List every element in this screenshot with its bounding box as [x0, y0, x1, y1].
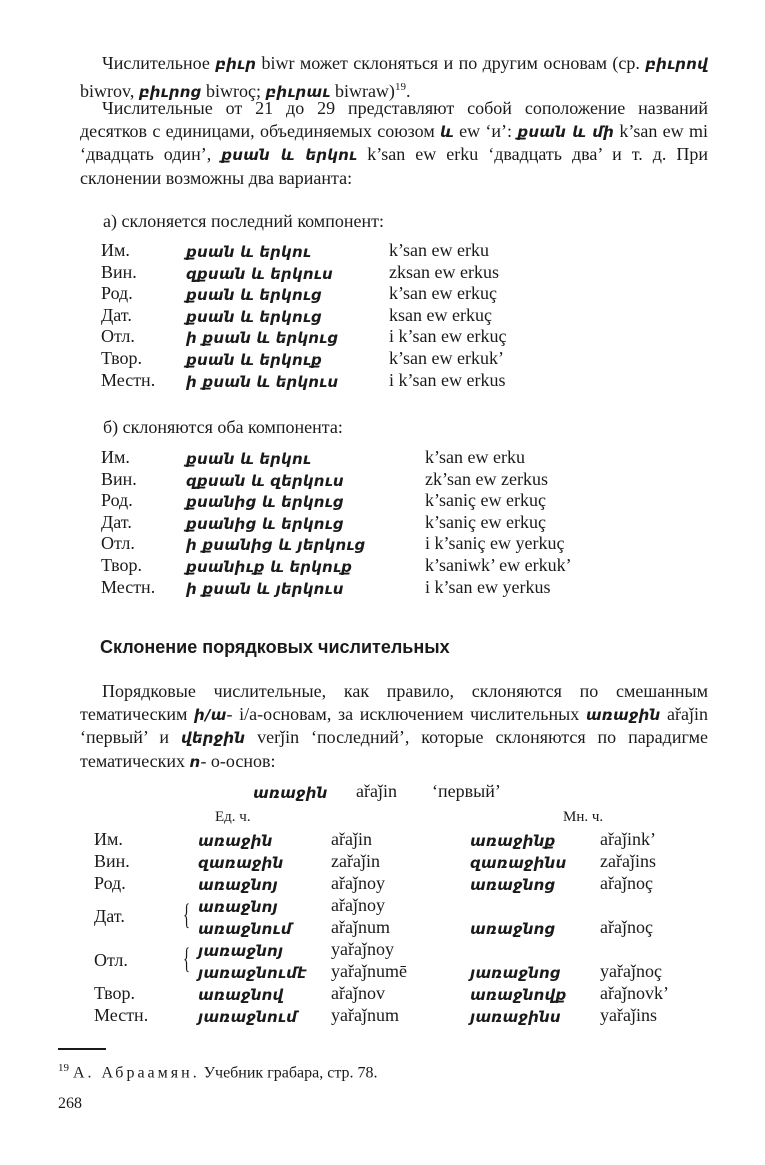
table-row — [0, 982, 765, 1004]
armenian-form: զքսան և երկուս — [186, 264, 333, 283]
table-row — [0, 938, 765, 960]
singular-armenian: յառաջնում — [198, 1008, 297, 1026]
case-label: Местн. — [101, 369, 156, 390]
text-run: Числительные от 21 до 29 представляют собой соположение названий десятков с единицами, объединяемых союзом — [80, 98, 708, 141]
paragraph-numeral-biwr — [80, 52, 708, 103]
armenian-form: քսան և երկու — [186, 450, 312, 468]
armenian-form: քսան և երկուց — [186, 307, 322, 326]
table-row — [0, 304, 765, 326]
armenian-word: բիւրաւ — [265, 82, 331, 101]
table-row — [0, 489, 765, 511]
paragraph-numerals-21-29 — [80, 97, 708, 189]
singular-transliteration: ařaǰin — [331, 829, 372, 849]
table-row — [0, 347, 765, 369]
case-label: Твор. — [101, 348, 142, 368]
brace-icon: { — [183, 898, 191, 931]
footnote — [58, 1058, 378, 1083]
plural-transliteration: ařaǰnoç — [600, 873, 653, 893]
table-row — [0, 576, 765, 598]
table-row — [0, 239, 765, 261]
case-label: Им. — [94, 829, 123, 849]
table-row — [0, 916, 765, 938]
text-run: ařaǰin ‘первый’ и — [80, 703, 709, 747]
text-run: biwroç; — [201, 80, 266, 101]
case-label: Дат. — [101, 304, 132, 325]
singular-armenian: առաջնոյ — [198, 898, 278, 916]
transliteration: k’san ew erkuç — [389, 283, 497, 304]
armenian-form: ի քսան և երկուս — [186, 372, 339, 391]
singular-transliteration: ařaǰnov — [331, 983, 385, 1003]
table-row — [0, 446, 765, 468]
plural-transliteration: ařaǰnoç — [600, 917, 653, 937]
page-number: 268 — [58, 1095, 82, 1112]
footnote-number: 19 — [58, 1062, 69, 1074]
table-row — [0, 511, 765, 533]
brace-icon: { — [183, 942, 191, 975]
case-label: Им. — [101, 240, 130, 260]
example-word-gloss: ‘первый’ — [432, 781, 501, 801]
case-label: Вин. — [101, 261, 137, 282]
plural-armenian: յառաջնոց — [470, 964, 561, 982]
singular-armenian: առաջին — [198, 832, 273, 850]
table-row — [0, 325, 765, 347]
armenian-form: ի քսանից և յերկուց — [186, 536, 366, 555]
armenian-form: ի քսան և երկուց — [186, 329, 339, 348]
table-row — [0, 282, 765, 304]
armenian-form: ի քսան և յերկուս — [186, 579, 344, 598]
table-row — [0, 554, 765, 576]
footnote-text: Учебник грабара, стр. 78. — [203, 1064, 378, 1082]
armenian-word: ո — [189, 752, 201, 771]
plural-transliteration: yařaǰins — [600, 1005, 657, 1025]
text-run: verǰin ‘последний’, которые склоняются по парадигме тематических — [80, 727, 708, 771]
table-row — [0, 894, 765, 916]
case-label: Вин. — [94, 851, 130, 871]
variant-a-label: а) склоняется последний компонент: — [103, 211, 384, 231]
transliteration: ksan ew erkuç — [389, 304, 492, 325]
example-word-armenian: առաջին — [253, 784, 328, 802]
text-run: biwraw) — [330, 80, 395, 101]
transliteration: k’san ew erku — [389, 240, 489, 260]
table-row — [0, 850, 765, 872]
case-label: Твор. — [94, 983, 135, 1003]
transliteration: i k’san ew yerkus — [425, 576, 551, 597]
paragraph-ordinal-numerals — [80, 680, 708, 773]
armenian-form: քսան և երկուց — [186, 286, 322, 305]
case-label: Вин. — [101, 468, 137, 489]
transliteration: k’saniç ew erkuç — [425, 511, 546, 532]
table-row — [0, 960, 765, 982]
section-heading: Склонение порядковых числительных — [100, 637, 450, 657]
plural-transliteration: yařaǰnoç — [600, 961, 662, 981]
text-run: - o-основ: — [200, 750, 276, 771]
singular-armenian: առաջնով — [198, 986, 284, 1004]
armenian-form: քսանից և երկուց — [186, 493, 344, 512]
case-label: Род. — [101, 283, 133, 304]
text-run: Числительное — [102, 53, 216, 73]
case-label: Отл. — [101, 533, 135, 554]
variant-b-label: б) склоняются оба компонента: — [103, 417, 343, 437]
text-run: ew ‘и’: — [453, 120, 518, 141]
plural-armenian: յառաջինս — [470, 1008, 561, 1026]
singular-transliteration: yařaǰnum — [331, 1005, 399, 1025]
singular-transliteration: yařaǰnoy — [331, 939, 394, 959]
case-label: Твор. — [101, 555, 142, 575]
transliteration: i k’saniç ew yerkuç — [425, 533, 565, 554]
armenian-word: և — [440, 122, 454, 141]
armenian-word: ի/ա — [194, 705, 227, 724]
footnote-rule — [58, 1048, 106, 1050]
transliteration: zksan ew erkus — [389, 261, 499, 282]
case-label: Отл. — [94, 950, 128, 970]
plural-armenian: առաջնովք — [470, 986, 567, 1004]
singular-armenian: զառաջին — [198, 854, 284, 872]
singular-transliteration-alt: yařaǰnumē — [331, 961, 407, 981]
example-word-line — [0, 780, 765, 802]
singular-armenian-alt: յառաջնումէ — [198, 964, 307, 982]
armenian-form: զքսան և զերկուս — [186, 471, 344, 490]
plural-header: Мн. ч. — [563, 809, 604, 825]
text-run: biwrov, — [80, 80, 139, 101]
transliteration: k’saniç ew erkuç — [425, 490, 546, 511]
case-label: Им. — [101, 447, 130, 467]
case-label: Род. — [94, 873, 126, 893]
table-row — [0, 369, 765, 391]
case-label: Отл. — [101, 326, 135, 347]
table-row — [0, 872, 765, 894]
text-run: biwr может склоняться и по другим основам (ср. — [256, 53, 646, 73]
armenian-word: քսան և երկու — [221, 146, 358, 164]
example-word-transliteration: ařaǰin — [356, 781, 397, 801]
singular-header: Ед. ч. — [215, 809, 251, 825]
armenian-word: բիւրով — [645, 55, 708, 73]
armenian-word: վերջին — [180, 729, 246, 747]
singular-armenian-alt: առաջնում — [198, 920, 292, 938]
singular-transliteration: ařaǰnoy — [331, 895, 385, 915]
armenian-word: առաջին — [585, 705, 661, 724]
table-row — [0, 261, 765, 283]
singular-armenian: առաջնոյ — [198, 876, 278, 894]
singular-armenian: յառաջնոյ — [198, 942, 284, 960]
text-run: - i/a-основам, за исключением числительных — [226, 703, 586, 724]
text-run: . — [405, 80, 411, 101]
case-label: Род. — [101, 490, 133, 511]
armenian-word: բիւր — [215, 55, 257, 73]
plural-armenian: առաջնոց — [470, 876, 556, 894]
plural-armenian: առաջնոց — [470, 920, 556, 938]
transliteration: i k’san ew erkus — [389, 369, 506, 390]
singular-transliteration: zařaǰin — [331, 851, 380, 871]
text-run: k’san ew mi ‘двадцать один’, — [80, 120, 708, 164]
armenian-form: քսան և երկուք — [186, 351, 323, 369]
singular-transliteration-alt: ařaǰnum — [331, 917, 390, 937]
armenian-form: քսանից և երկուց — [186, 514, 344, 533]
transliteration: k’saniwk’ ew erkuk’ — [425, 555, 572, 575]
text-run: k’san ew erku ‘двадцать два’ и т. д. При склонении возможны два варианта: — [80, 144, 709, 188]
plural-armenian: առաջինք — [470, 832, 556, 850]
case-label: Местн. — [101, 576, 156, 597]
transliteration: k’san ew erkuk’ — [389, 348, 504, 368]
text-run: Порядковые числительные, как правило, склоняются по смешанным тематическим — [80, 681, 708, 724]
transliteration: k’san ew erku — [425, 447, 525, 467]
singular-transliteration: ařaǰnoy — [331, 873, 385, 893]
table-row — [0, 468, 765, 490]
case-label: Дат. — [101, 511, 132, 532]
table-row — [0, 1004, 765, 1026]
plural-transliteration: ařaǰnovk’ — [600, 983, 669, 1003]
plural-armenian: զառաջինս — [470, 854, 567, 872]
table-row — [0, 828, 765, 850]
table-row — [0, 532, 765, 554]
armenian-word: քսան և մի — [517, 122, 615, 141]
plural-transliteration: zařaǰins — [600, 851, 656, 871]
transliteration: i k’san ew erkuç — [389, 326, 507, 347]
case-label: Дат. — [94, 906, 125, 926]
armenian-form: քսան և երկու — [186, 243, 312, 261]
footnote-ref: 19 — [394, 80, 406, 93]
footnote-author: А. Абраамян. — [73, 1064, 200, 1082]
plural-transliteration: ařaǰink’ — [600, 829, 656, 849]
armenian-word: բիւրոց — [138, 82, 202, 101]
armenian-form: քսանիւք և երկուք — [186, 558, 353, 576]
transliteration: zk’san ew zerkus — [425, 468, 548, 489]
case-label: Местн. — [94, 1005, 149, 1025]
